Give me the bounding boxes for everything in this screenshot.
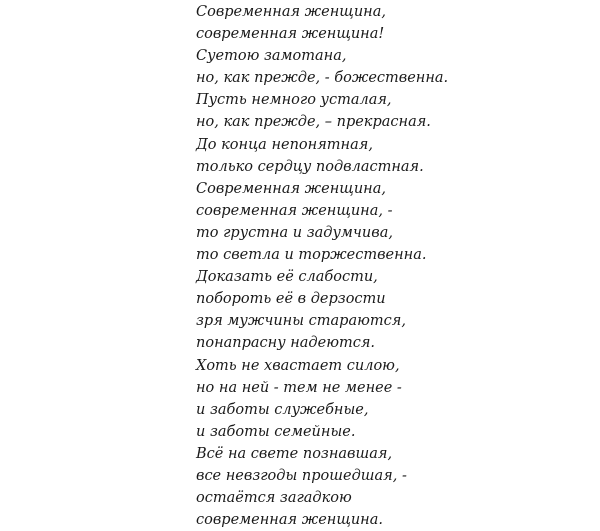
poem-line: побороть её в дерзости [196, 291, 386, 308]
poem-line: но, как прежде, - божественна. [196, 70, 449, 87]
poem-line: Современная женщина, [196, 4, 386, 20]
poem-line: но, как прежде, – прекрасная. [196, 114, 431, 131]
poem-line: современная женщина. [196, 512, 383, 529]
poem-line: и заботы служебные, [196, 401, 369, 418]
poem-line: и заботы семейные. [196, 423, 356, 440]
poem-line: современная женщина, - [196, 202, 393, 219]
poem-line: понапрасну надеются. [196, 335, 376, 352]
poem-line: только сердцу подвластная. [196, 158, 424, 175]
poem-line: то грустна и задумчива, [196, 224, 393, 241]
poem-line: Всё на свете познавшая, [196, 445, 393, 462]
poem-line: современная женщина! [196, 26, 385, 43]
poem-line: Современная женщина, [196, 180, 386, 197]
poem-line: все невзгоды прошедшая, - [196, 467, 407, 484]
poem-line: Пусть немного усталая, [196, 92, 392, 109]
poem-line: До конца непонятная, [196, 136, 373, 153]
poem-line: Хоть не хвастает силою, [196, 357, 400, 374]
poem-line: Суетою замотана, [196, 48, 347, 65]
poem-text [196, 1, 448, 531]
poem-line: то светла и торжественна. [196, 247, 427, 264]
poem-line: зря мужчины стараются, [196, 313, 406, 330]
poem-line: остаётся загадкою [196, 490, 352, 507]
poem-line: Доказать её слабости, [196, 269, 378, 286]
poem-line: но на ней - тем не менее - [196, 379, 402, 396]
